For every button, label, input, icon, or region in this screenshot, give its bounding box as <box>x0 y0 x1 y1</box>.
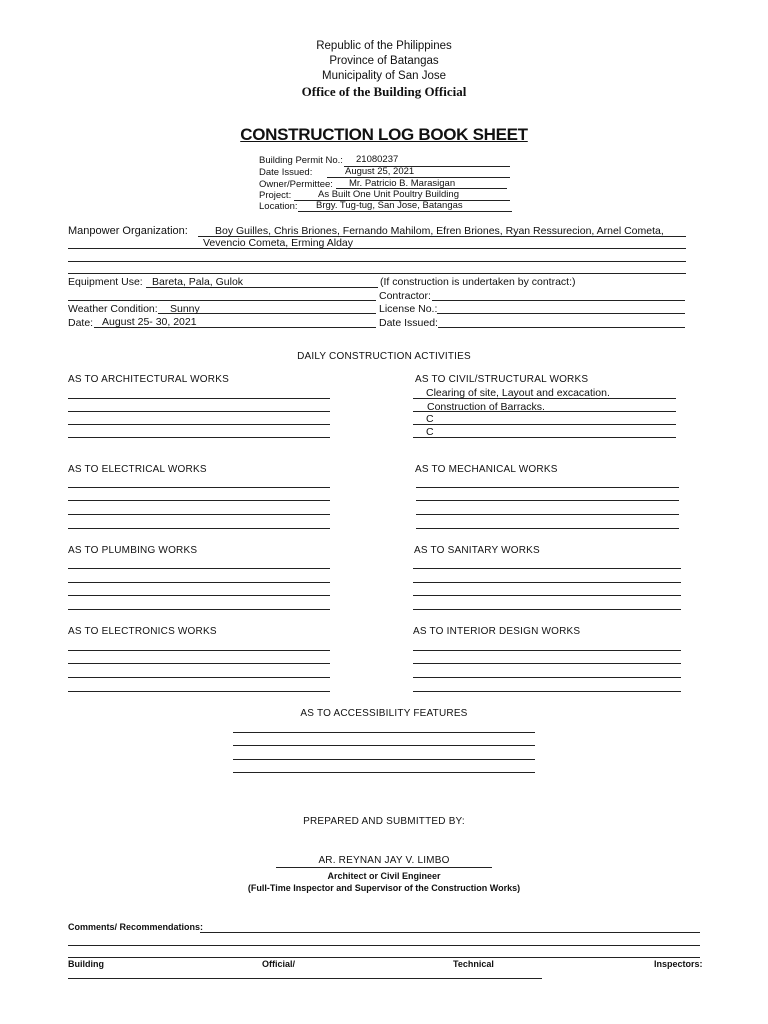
location-label: Location: <box>259 201 298 212</box>
location-line <box>298 211 512 212</box>
footer-word-technical: Technical <box>453 959 494 969</box>
electrical-line-3 <box>68 514 330 515</box>
comments-line-2 <box>68 945 700 946</box>
accessibility-line-4 <box>233 772 535 773</box>
architectural-line-4 <box>68 437 330 438</box>
location-value: Brgy. Tug-tug, San Jose, Batangas <box>316 200 463 211</box>
manpower-line-2 <box>68 248 686 249</box>
civil-item-3: C <box>426 413 434 425</box>
date-issued2-line <box>438 327 685 328</box>
manpower-line-4 <box>68 273 686 274</box>
sanitary-line-4 <box>413 609 681 610</box>
inspectors-line <box>68 978 542 979</box>
date-issued-label: Date Issued: <box>259 167 313 178</box>
activities-heading: DAILY CONSTRUCTION ACTIVITIES <box>297 351 471 362</box>
weather-value: Sunny <box>170 303 200 315</box>
electrical-line-2 <box>68 500 330 501</box>
contract-note: (If construction is undertaken by contract:) <box>380 276 576 288</box>
plumbing-line-4 <box>68 609 330 610</box>
architectural-line-2 <box>68 411 330 412</box>
accessibility-heading: AS TO ACCESSIBILITY FEATURES <box>300 708 468 719</box>
electronics-line-3 <box>68 677 330 678</box>
sanitary-line-3 <box>413 595 681 596</box>
license-line <box>437 313 685 314</box>
electronics-line-2 <box>68 663 330 664</box>
civil-heading: AS TO CIVIL/STRUCTURAL WORKS <box>415 374 589 385</box>
plumbing-line-1 <box>68 568 330 569</box>
footer-word-official: Official/ <box>262 959 296 969</box>
sanitary-heading: AS TO SANITARY WORKS <box>414 545 540 556</box>
date-issued2-label: Date Issued: <box>379 317 438 329</box>
owner-value: Mr. Patricio B. Marasigan <box>349 178 456 189</box>
electronics-line-4 <box>68 691 330 692</box>
manpower-line-3 <box>68 261 686 262</box>
civil-line-4 <box>413 437 676 438</box>
plumbing-line-2 <box>68 582 330 583</box>
civil-item-4: C <box>426 426 434 438</box>
contractor-label: Contractor: <box>379 290 431 302</box>
contractor-left-line <box>68 300 376 301</box>
electronics-line-1 <box>68 650 330 651</box>
manpower-label: Manpower Organization: <box>68 225 188 237</box>
manpower-value-1: Boy Guilles, Chris Briones, Fernando Mahilom, Efren Briones, Ryan Ressurecion, Arnel Cometa, <box>215 225 664 237</box>
interior-line-2 <box>413 663 681 664</box>
signatory-role: Architect or Civil Engineer <box>327 871 441 881</box>
owner-label: Owner/Permittee: <box>259 179 333 190</box>
mechanical-line-2 <box>416 500 679 501</box>
accessibility-line-2 <box>233 745 535 746</box>
interior-line-1 <box>413 650 681 651</box>
interior-line-3 <box>413 677 681 678</box>
contractor-line <box>432 300 685 301</box>
footer-word-inspectors: Inspectors: <box>654 959 703 969</box>
permit-label: Building Permit No.: <box>259 155 343 166</box>
civil-item-2: Construction of Barracks. <box>427 401 545 413</box>
comments-line-3 <box>68 957 700 958</box>
date-value: August 25- 30, 2021 <box>102 316 197 328</box>
comments-line-1 <box>200 932 700 933</box>
civil-line-3 <box>413 424 676 425</box>
header-province: Province of Batangas <box>329 55 439 67</box>
permit-value: 21080237 <box>356 154 399 165</box>
equipment-value: Bareta, Pala, Gulok <box>152 276 244 288</box>
header-republic: Republic of the Philippines <box>316 40 452 52</box>
office-title: Office of the Building Official <box>301 84 467 99</box>
civil-item-1: Clearing of site, Layout and excacation. <box>426 387 610 399</box>
mechanical-line-3 <box>416 514 679 515</box>
architectural-line-3 <box>68 424 330 425</box>
signatory-name: AR. REYNAN JAY V. LIMBO <box>318 855 450 866</box>
mechanical-line-1 <box>416 487 679 488</box>
license-label: License No.: <box>379 303 438 315</box>
plumbing-heading: AS TO PLUMBING WORKS <box>68 545 198 556</box>
comments-label: Comments/ Recommendations: <box>68 922 204 932</box>
equipment-label: Equipment Use: <box>68 276 143 288</box>
accessibility-line-3 <box>233 759 535 760</box>
architectural-heading: AS TO ARCHITECTURAL WORKS <box>68 374 229 385</box>
electrical-line-1 <box>68 487 330 488</box>
project-label: Project: <box>259 190 292 201</box>
header-municipality: Municipality of San Jose <box>321 70 446 82</box>
weather-label: Weather Condition: <box>68 303 158 315</box>
sanitary-line-2 <box>413 582 681 583</box>
electrical-heading: AS TO ELECTRICAL WORKS <box>68 464 207 475</box>
footer-word-building: Building <box>68 959 104 969</box>
interior-line-4 <box>413 691 681 692</box>
signature-line <box>276 867 492 868</box>
mechanical-line-4 <box>416 528 679 529</box>
electronics-heading: AS TO ELECTRONICS WORKS <box>68 626 217 637</box>
date-issued-value: August 25, 2021 <box>345 166 415 177</box>
accessibility-line-1 <box>233 732 535 733</box>
interior-heading: AS TO INTERIOR DESIGN WORKS <box>413 626 581 637</box>
architectural-line-1 <box>68 398 330 399</box>
signatory-role-note: (Full-Time Inspector and Supervisor of the Construction Works) <box>247 883 521 893</box>
page-title: CONSTRUCTION LOG BOOK SHEET <box>240 125 528 144</box>
manpower-value-2: Vevencio Cometa, Erming Alday <box>203 237 353 249</box>
prepared-by-label: PREPARED AND SUBMITTED BY: <box>303 816 465 827</box>
date-label: Date: <box>68 317 94 329</box>
electrical-line-4 <box>68 528 330 529</box>
project-value: As Built One Unit Poultry Building <box>318 189 459 200</box>
plumbing-line-3 <box>68 595 330 596</box>
mechanical-heading: AS TO MECHANICAL WORKS <box>415 464 558 475</box>
sanitary-line-1 <box>413 568 681 569</box>
